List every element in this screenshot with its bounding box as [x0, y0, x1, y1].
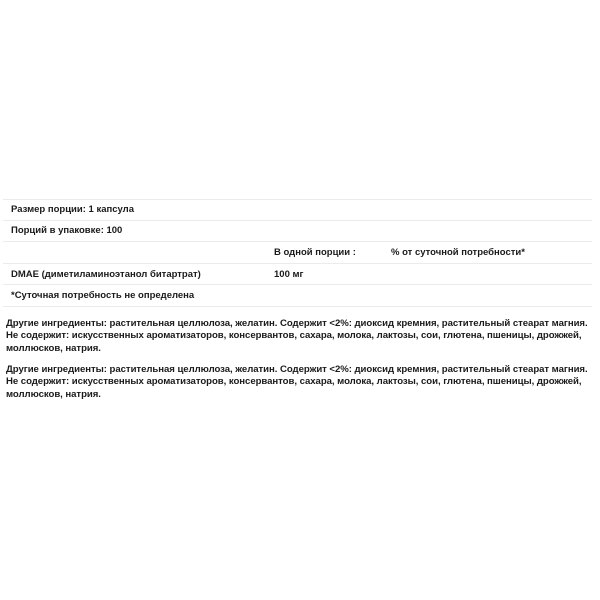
table-header-row: [3, 242, 592, 264]
other-ingredients-line: Другие ингредиенты: растительная целлюлоза, желатин. Содержит <2%: диоксид кремния, растительный стеарат магния.: [6, 318, 588, 329]
ingredient-name: DMAE (диметиламиноэтанол битартрат): [11, 268, 201, 280]
other-ingredients-line: Другие ингредиенты: растительная целлюлоза, желатин. Содержит <2%: диоксид кремния, растительный стеарат магния.: [6, 364, 588, 375]
servings-per-container-row: [3, 221, 592, 243]
supplement-facts-table: [3, 199, 592, 307]
other-ingredients-paragraph: [6, 364, 596, 401]
serving-size: Размер порции: 1 капсула: [11, 204, 134, 216]
serving-size-row: [3, 199, 592, 221]
ingredient-amount: 100 мг: [274, 268, 304, 280]
free-from-line: Не содержит: искусственных ароматизаторов, консервантов, сахара, молока, лактозы, сои, глютена, пшеницы, дрожжей,: [6, 330, 582, 342]
other-ingredients-paragraph: [6, 318, 596, 355]
footnote: *Суточная потребность не определена: [11, 290, 195, 302]
free-from-line-continued: моллюсков, натрия.: [6, 342, 101, 354]
free-from-line: Не содержит: искусственных ароматизаторов, консервантов, сахара, молока, лактозы, сои, глютена, пшеницы, дрожжей,: [6, 376, 582, 388]
servings-per-container: Порций в упаковке: 100: [11, 225, 123, 237]
footnote-row: [3, 285, 592, 307]
table-row: [3, 264, 592, 286]
free-from-line-continued: моллюсков, натрия.: [6, 388, 101, 400]
header-amount: В одной порции :: [274, 246, 356, 258]
header-daily-value: % от суточной потребности*: [391, 246, 525, 258]
